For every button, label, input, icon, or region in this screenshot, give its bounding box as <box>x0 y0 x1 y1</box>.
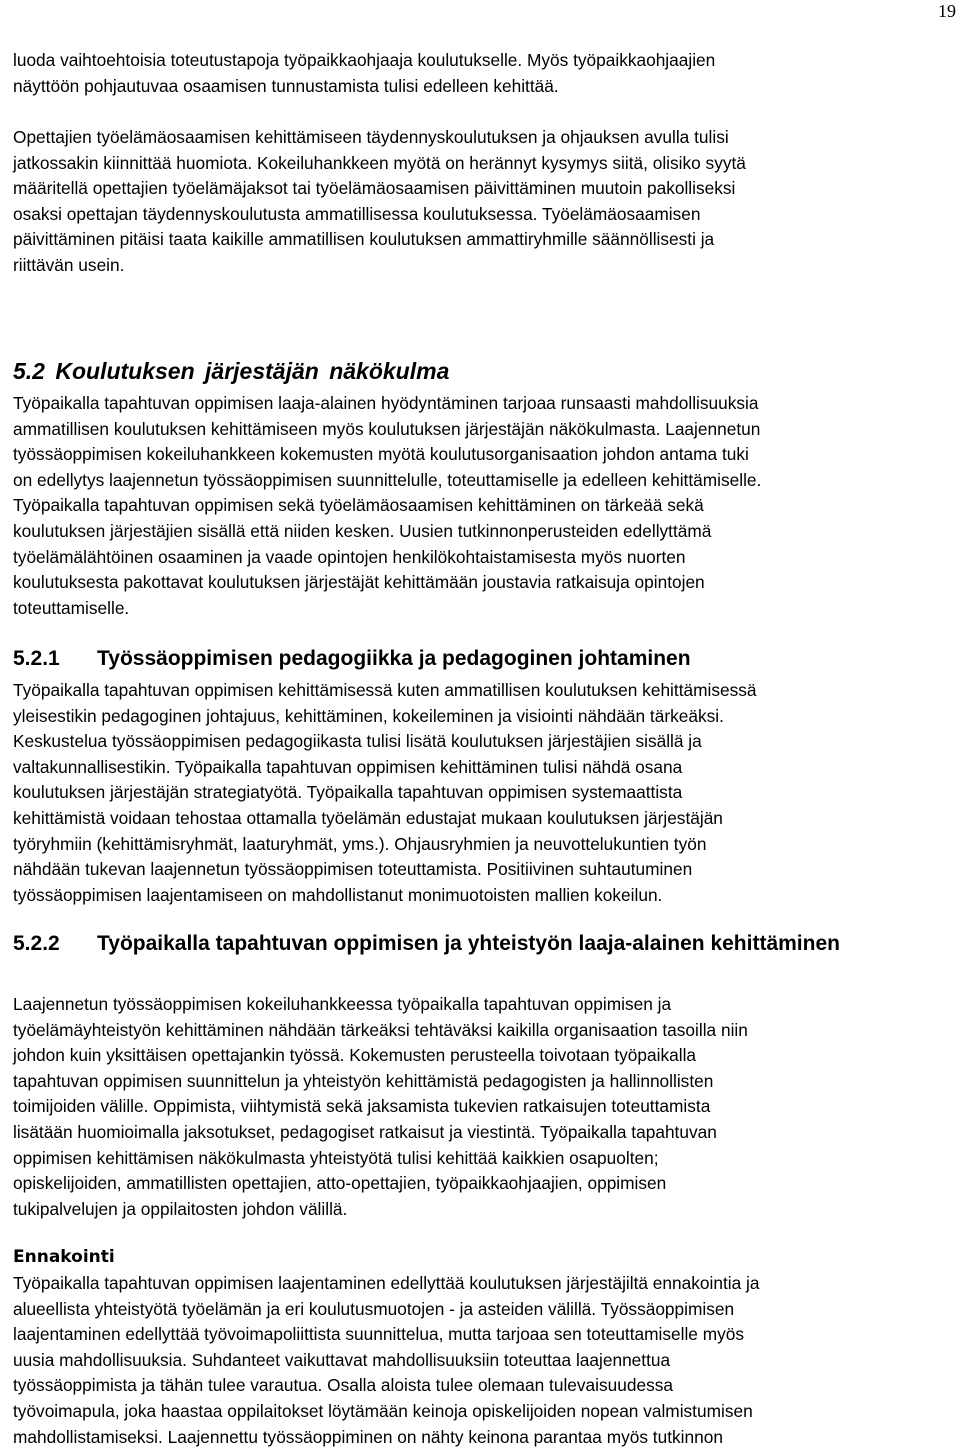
heading-5-2-1 <box>13 645 948 672</box>
paragraph-pedagogy: Työpaikalla tapahtuvan oppimisen kehittämisessä kuten ammatillisen koulutuksen kehittämisessä yleisestikin pedagoginen johtajuus, kehittäminen, kokeileminen ja visiointi nähdään tärkeäksi. Keskustelua työssäoppimisen pedagogiikasta tulisi lisätä koulutuksen järjestäjien sisällä ja valtakunnallisestikin. Työpaikalla tapahtuvan oppimisen kehittäminen tulisi nähdä osana koulutuksen järjestäjän strategiatyötä. Työpaikalla tapahtuvan oppimisen systemaattista kehittämistä voidaan tehostaa ottamalla työelämän edustajat mukaan koulutuksen järjestäjän työryhmiin (kehittämisryhmät, laaturyhmät, yms.). Ohjausryhmien ja neuvottelukuntien työn nähdään tukevan laajennetun työssäoppimisen toteuttamista. Positiivinen suhtautuminen työssäoppimisen laajentamiseen on mahdollistanut monimuotoisten mallien kokeilun. <box>13 680 757 905</box>
paragraph-teacher-competence: Opettajien työelämäosaamisen kehittämiseen täydennyskoulutuksen ja ohjauksen avulla tulisi jatkossakin kiinnittää huomiota. Kokeiluhankkeen myötä on herännyt kysymys siitä, olisiko syytä määritellä opettajien työelämäjaksot tai työelämäosaamisen päivittäminen muutoin pakolliseksi osaksi opettajan täydennyskoulutusta ammatillisessa koulutuksessa. Työelämäosaamisen päivittäminen pitäisi taata kaikille ammatillisen koulutuksen ammattiryhmille säännöllisesti ja riittävän usein. <box>13 127 746 275</box>
heading-ennakointi: Ennakointi <box>13 1247 115 1267</box>
paragraph-cooperation: Laajennetun työssäoppimisen kokeiluhankkeessa työpaikalla tapahtuvan oppimisen ja työelämäyhteistyön kehittäminen nähdään tärkeäksi tehtäväksi kaikilla organisaation tasoilla niin johdon kuin yksittäisen opettajankin työssä. Kokemusten perusteella toivotaan työpaikalla tapahtuvan oppimisen suunnittelun ja yhteistyön kehittämistä pedagogisten ja hallinnollisten toimijoiden välille. Oppimista, viihtymistä sekä jaksamista tukevien ratkaisujen toteuttamista lisätään huomioimalla jaksotukset, pedagogiset ratkaisut ja viestintä. Työpaikalla tapahtuvan oppimisen kehittämisen näkökulmasta yhteistyötä tulisi kehittää kaikkien osapuolten; opiskelijoiden, ammatillisten opettajien, atto-opettajien, työpaikkaohjaajien, oppimisen tukipalvelujen ja oppilaitosten johdon välillä. <box>13 994 748 1219</box>
heading-5-2-2-number: 5.2.2 <box>13 932 60 955</box>
heading-5-2-2 <box>13 930 948 957</box>
paragraph-ennakointi: Työpaikalla tapahtuvan oppimisen laajentaminen edellyttää koulutuksen järjestäjiltä ennakointia ja alueellista yhteistyötä työelämän ja eri koulutusmuotojen - ja asteiden välillä. Työssäoppimisen laajentaminen edellyttää työvoimapoliittista suunnittelua, mutta tarjoaa sen toteuttamiselle myös uusia mahdollisuuksia. Suhdanteet vaikuttavat mahdollisuuksiin toteuttaa laajennettua työssäoppimista ja tähän tulee varautua. Osalla aloista tulee olemaan tulevaisuudessa työvoimapula, joka haastaa oppilaitokset löytämään keinoja opiskelijoiden nopean valmistumisen mahdollistamiseksi. Laajennettu työssäoppiminen on nähty keinona parantaa myös tutkinnon <box>13 1273 760 1447</box>
paragraph-intro: luoda vaihtoehtoisia toteutustapoja työpaikkaohjaaja koulutukselle. Myös työpaikkaohjaajien näyttöön pohjautuvaa osaamisen tunnustamista tulisi edelleen kehittää. <box>13 50 716 96</box>
heading-5-2-1-title: Työssäoppimisen pedagogiikka ja pedagoginen johtaminen <box>97 647 691 670</box>
heading-5-2-1-number: 5.2.1 <box>13 647 60 670</box>
paragraph-organizer-perspective: Työpaikalla tapahtuvan oppimisen laaja-alainen hyödyntäminen tarjoaa runsaasti mahdollisuuksia ammatillisen koulutuksen kehittämiseen myös koulutuksen järjestäjän näkökulmasta. Laajennetun työssäoppimisen kokeiluhankkeen kokemusten myötä koulutusorganisaation johdon antama tuki on edellytys laajennetun työssäoppimisen suunnittelulle, toteuttamiselle ja edelleen kehittämiselle. Työpaikalla tapahtuvan oppimisen sekä työelämäosaamisen kehittäminen on tärkeää sekä koulutuksen järjestäjien sisällä että niiden kesken. Uusien tutkinnonperusteiden edellyttämä työelämälähtöinen osaaminen ja vaade opintojen henkilökohtaistamisesta myös nuorten koulutuksesta pakottavat koulutuksen järjestäjät kehittämään joustavia ratkaisuja opintojen toteuttamiselle. <box>13 393 762 618</box>
page-number: 19 <box>938 1 956 21</box>
heading-5-2: 5.2 Koulutuksen järjestäjän näkökulma <box>13 358 450 384</box>
heading-5-2-2-title: Työpaikalla tapahtuvan oppimisen ja yhteistyön laaja-alainen kehittäminen <box>97 932 840 955</box>
